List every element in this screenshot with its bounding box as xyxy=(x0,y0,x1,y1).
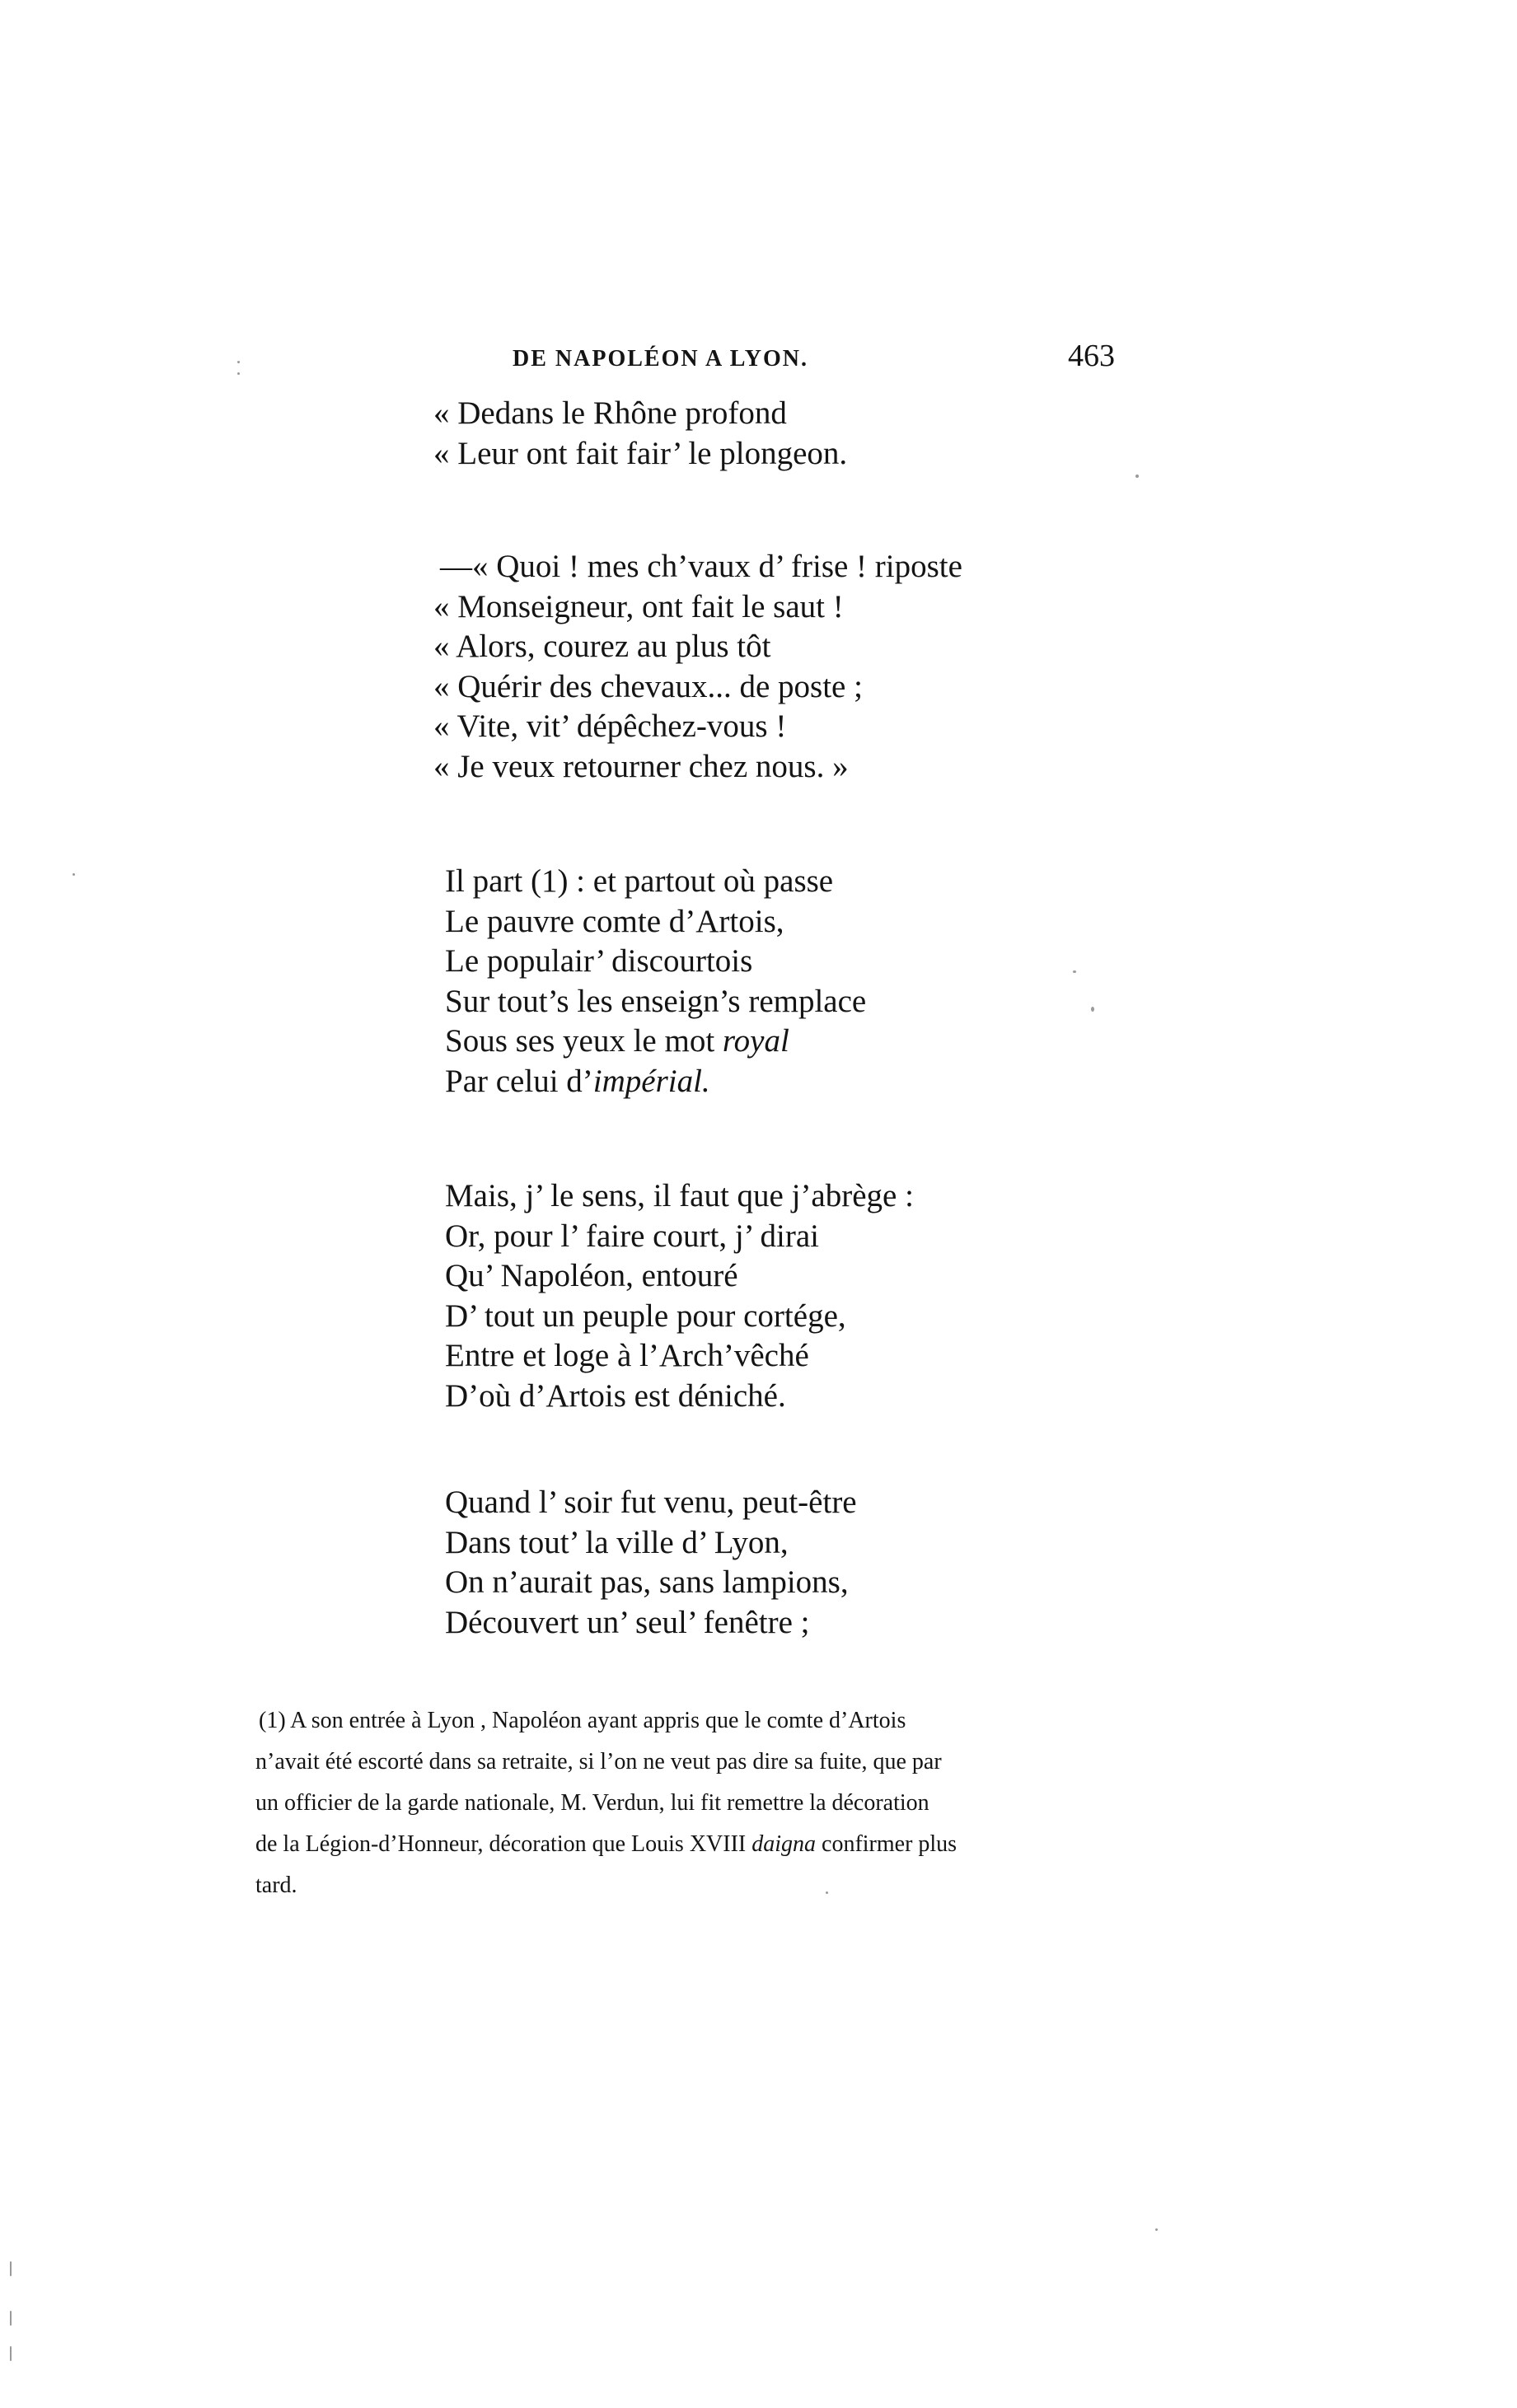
scan-speck xyxy=(1091,1007,1094,1012)
scan-speck xyxy=(237,372,240,375)
verse-line: « Alors, courez au plus tôt xyxy=(433,629,771,664)
verse-line: D’ tout un peuple pour cortége, xyxy=(445,1298,846,1334)
scan-speck xyxy=(10,2311,12,2326)
scan-speck xyxy=(1073,970,1076,973)
footnote-text: de la Légion-d’Honneur, décoration que Louis XVIII xyxy=(255,1831,752,1857)
verse-line: Mais, j’ le sens, il faut que j’abrège : xyxy=(445,1178,914,1213)
italic-word: royal xyxy=(722,1023,789,1059)
footnote-line xyxy=(255,1824,1112,1865)
footnote-line: tard. xyxy=(255,1873,297,1898)
verse-line: « Quérir des chevaux... de poste ; xyxy=(433,668,863,704)
verse-line: « Monseigneur, ont fait le saut ! xyxy=(433,588,844,624)
verse-line-text: Par celui d’ xyxy=(445,1063,593,1099)
verse-line: « Je veux retourner chez nous. » xyxy=(433,748,849,784)
verse-line: Dans tout’ la ville d’ Lyon, xyxy=(445,1524,789,1560)
stanza-2 xyxy=(433,547,1187,787)
scan-speck xyxy=(826,1891,828,1894)
stanza-1 xyxy=(433,394,1187,474)
stanza-3 xyxy=(445,862,1187,1101)
verse-line xyxy=(445,1022,1187,1062)
verse-line: Sur tout’s les enseign’s remplace xyxy=(445,983,867,1019)
scan-speck xyxy=(237,361,240,363)
verse-line: « Vite, vit’ dépêchez-vous ! xyxy=(433,708,787,744)
page-header-title: DE NAPOLÉON A LYON. xyxy=(513,346,809,372)
scan-speck xyxy=(1155,2228,1158,2231)
scan-speck xyxy=(73,873,75,876)
footnote-line: un officier de la garde nationale, M. Verdun, lui fit remettre la décoration xyxy=(255,1790,929,1816)
scan-speck xyxy=(10,2346,12,2361)
footnote-line: (1) A son entrée à Lyon , Napoléon ayant appris que le comte d’Artois xyxy=(259,1708,906,1733)
verse-line: —« Quoi ! mes ch’vaux d’ frise ! riposte xyxy=(440,549,962,584)
verse-line: Découvert un’ seul’ fenêtre ; xyxy=(445,1604,810,1640)
italic-word: impérial. xyxy=(592,1063,710,1099)
scan-speck xyxy=(10,2261,12,2276)
verse-line: « Dedans le Rhône profond xyxy=(433,395,787,431)
verse-line: D’où d’Artois est déniché. xyxy=(445,1377,786,1414)
verse-line: « Leur ont fait fair’ le plongeon. xyxy=(433,435,848,471)
verse-line: Or, pour l’ faire court, j’ dirai xyxy=(445,1218,819,1254)
verse-line: Qu’ Napoléon, entouré xyxy=(445,1258,738,1293)
footnote-line: n’avait été escorté dans sa retraite, si l’on ne veut pas dire sa fuite, que par xyxy=(255,1749,942,1774)
footnote-text: confirmer plus xyxy=(816,1831,957,1857)
verse-line xyxy=(445,1062,1187,1102)
verse-line: Il part (1) : et partout où passe xyxy=(445,863,834,899)
verse-line-text: Sous ses yeux le mot xyxy=(445,1023,723,1059)
verse-line: Entre et loge à l’Arch’vêché xyxy=(445,1338,809,1373)
stanza-4 xyxy=(445,1176,1187,1416)
page-number: 463 xyxy=(1068,339,1115,373)
verse-line: Le populair’ discourtois xyxy=(445,943,753,979)
italic-word: daigna xyxy=(751,1831,817,1857)
verse-line: Le pauvre comte d’Artois, xyxy=(445,903,784,939)
stanza-5 xyxy=(445,1483,1187,1643)
footnote xyxy=(255,1700,1112,1906)
verse-line: Quand l’ soir fut venu, peut-être xyxy=(445,1485,857,1520)
scan-speck xyxy=(1135,475,1139,478)
verse-line: On n’aurait pas, sans lampions, xyxy=(445,1564,849,1600)
